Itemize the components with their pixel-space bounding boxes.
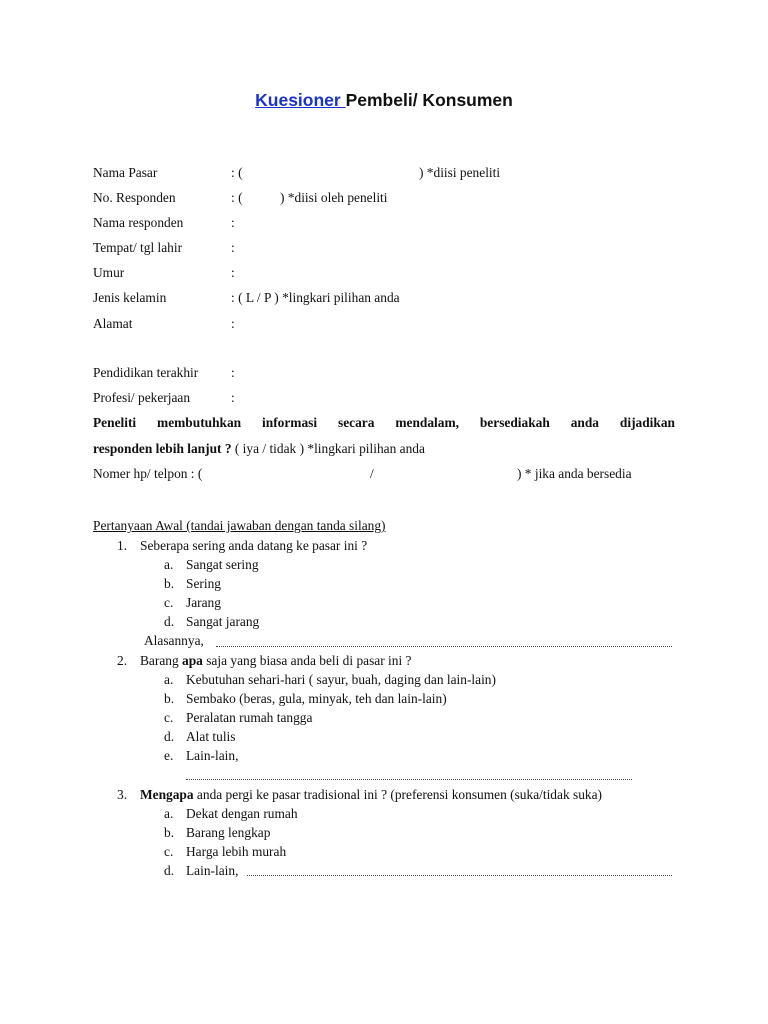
field-label-profesi: Profesi/ pekerjaan bbox=[93, 390, 191, 405]
q3-option-a[interactable]: Dekat dengan rumah bbox=[186, 806, 298, 821]
phone-separator: / bbox=[370, 466, 374, 481]
q3-option-b-letter: b. bbox=[164, 825, 175, 840]
q2-option-b-letter: b. bbox=[164, 691, 175, 706]
field-colon-umur: : bbox=[231, 265, 235, 280]
field-colon-tempat-tgl-lahir: : bbox=[231, 240, 235, 255]
q1-reason-blank[interactable] bbox=[216, 646, 672, 647]
q2-other-blank[interactable] bbox=[186, 779, 632, 780]
q1-option-a-letter: a. bbox=[164, 557, 174, 572]
title-link[interactable]: Kuesioner bbox=[255, 90, 346, 110]
q3-text-post: anda pergi ke pasar tradisional ini ? (preferensi konsumen (suka/tidak suka) bbox=[193, 787, 602, 802]
field-label-umur: Umur bbox=[93, 265, 125, 280]
q1-option-a[interactable]: Sangat sering bbox=[186, 557, 259, 572]
phone-label: Nomer hp/ telpon : ( bbox=[93, 466, 203, 481]
q2-option-c[interactable]: Peralatan rumah tangga bbox=[186, 710, 313, 725]
question-2-text bbox=[140, 654, 411, 667]
q2-text-pre: Barang bbox=[140, 653, 183, 668]
consent-line-1: Peneliti membutuhkan informasi secara mendalam, bersediakah anda dijadikan bbox=[93, 415, 675, 430]
field-label-nama-responden: Nama responden bbox=[93, 215, 184, 230]
field-colon-pendidikan: : bbox=[231, 365, 235, 380]
q1-option-b[interactable]: Sering bbox=[186, 576, 221, 591]
field-note-no-responden: ) *diisi oleh peneliti bbox=[280, 190, 388, 205]
field-note-nama-pasar: ) *diisi peneliti bbox=[419, 165, 501, 180]
q2-text-bold: apa bbox=[182, 653, 203, 668]
q3-option-d-letter: d. bbox=[164, 863, 175, 878]
q3-option-c[interactable]: Harga lebih murah bbox=[186, 844, 287, 859]
field-label-jenis-kelamin: Jenis kelamin bbox=[93, 290, 167, 305]
q3-other-blank[interactable] bbox=[247, 875, 672, 876]
field-label-alamat: Alamat bbox=[93, 316, 133, 331]
question-2-number: 2. bbox=[117, 653, 128, 668]
field-colon-nama-pasar: : ( bbox=[231, 165, 243, 180]
q2-option-a-letter: a. bbox=[164, 672, 174, 687]
q3-text-bold: Mengapa bbox=[140, 787, 194, 802]
q1-option-b-letter: b. bbox=[164, 576, 175, 591]
document-title bbox=[0, 92, 768, 110]
q1-option-d[interactable]: Sangat jarang bbox=[186, 614, 260, 629]
q2-option-c-letter: c. bbox=[164, 710, 174, 725]
field-colon-nama-responden: : bbox=[231, 215, 235, 230]
field-colon-no-responden: : ( bbox=[231, 190, 243, 205]
q3-option-a-letter: a. bbox=[164, 806, 174, 821]
q2-option-b[interactable]: Sembako (beras, gula, minyak, teh dan lain-lain) bbox=[186, 691, 447, 706]
field-label-tempat-tgl-lahir: Tempat/ tgl lahir bbox=[93, 240, 183, 255]
field-label-no-responden: No. Responden bbox=[93, 190, 176, 205]
field-label-pendidikan: Pendidikan terakhir bbox=[93, 365, 199, 380]
q2-option-e[interactable]: Lain-lain, bbox=[186, 748, 239, 763]
q2-option-a[interactable]: Kebutuhan sehari-hari ( sayur, buah, daging dan lain-lain) bbox=[186, 672, 496, 687]
q1-option-c-letter: c. bbox=[164, 595, 174, 610]
question-3-number: 3. bbox=[117, 787, 128, 802]
q3-option-d[interactable]: Lain-lain, bbox=[186, 863, 239, 878]
q1-reason-label: Alasannya, bbox=[144, 633, 204, 648]
q2-option-e-letter: e. bbox=[164, 748, 174, 763]
phone-note: ) * jika anda bersedia bbox=[517, 466, 632, 481]
question-1-number: 1. bbox=[117, 538, 128, 553]
q3-option-b[interactable]: Barang lengkap bbox=[186, 825, 271, 840]
consent-line-2 bbox=[93, 442, 425, 455]
question-1-text: Seberapa sering anda datang ke pasar ini ? bbox=[140, 538, 368, 553]
field-colon-profesi: : bbox=[231, 390, 235, 405]
field-colon-jenis-kelamin: : ( L / P ) *lingkari pilihan anda bbox=[231, 290, 400, 305]
q1-option-d-letter: d. bbox=[164, 614, 175, 629]
q1-option-c[interactable]: Jarang bbox=[186, 595, 221, 610]
consent-choice: ( iya / tidak ) *lingkari pilihan anda bbox=[231, 441, 425, 456]
q3-option-c-letter: c. bbox=[164, 844, 174, 859]
field-label-nama-pasar: Nama Pasar bbox=[93, 165, 158, 180]
title-text: Pembeli/ Konsumen bbox=[345, 90, 513, 110]
section-heading: Pertanyaan Awal (tandai jawaban dengan tanda silang) bbox=[93, 518, 386, 533]
q2-text-post: saja yang biasa anda beli di pasar ini ? bbox=[202, 653, 412, 668]
question-3-text bbox=[140, 788, 602, 801]
field-colon-alamat: : bbox=[231, 316, 235, 331]
consent-question: responden lebih lanjut ? bbox=[93, 441, 232, 456]
q2-option-d-letter: d. bbox=[164, 729, 175, 744]
q2-option-d[interactable]: Alat tulis bbox=[186, 729, 236, 744]
